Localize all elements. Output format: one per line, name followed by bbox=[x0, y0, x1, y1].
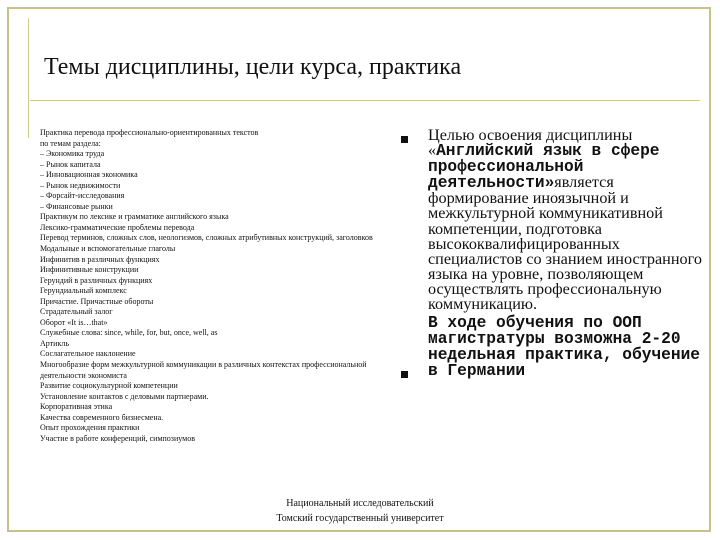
slide-title: Темы дисциплины, цели курса, практика bbox=[44, 54, 462, 80]
topic-line: Перевод терминов, сложных слов, неологизмов, сложных атрибутивных конструкций, заголовков bbox=[40, 233, 373, 243]
topics-list bbox=[40, 128, 385, 444]
goal-text-start: Целью освоения дисциплины « bbox=[428, 126, 633, 160]
topic-line: Многообразие форм межкультурной коммуникации в различных контекстах профессиональной деятельности экономиста bbox=[40, 360, 367, 380]
topic-line: Артикль bbox=[40, 338, 69, 348]
topic-line: Герундий в различных функциях bbox=[40, 275, 153, 285]
topic-line: Развитие социокультурной компетенции bbox=[40, 381, 178, 391]
topic-line: Оборот «It is…that» bbox=[40, 317, 108, 327]
topic-line: Служебные слова: since, while, for, but, once, well, as bbox=[40, 328, 218, 338]
topic-line: по темам раздела: bbox=[40, 138, 101, 148]
goal-text-end: является формирование иноязычной и межкультурной коммуникативной компетенции, подготовка высококвалифицированных специалистов со знанием иностранного языка на уровне, позволяющем осуществлять профессиональную коммуникацию. bbox=[428, 173, 702, 314]
title-rule bbox=[30, 100, 700, 101]
footer-line-1: Национальный исследовательский bbox=[286, 498, 434, 509]
practice-paragraph bbox=[428, 315, 710, 379]
topic-line: – Экономика труда bbox=[40, 149, 105, 159]
topic-line: Причастие. Причастные обороты bbox=[40, 296, 154, 306]
topic-line: – Инновационная экономика bbox=[40, 170, 138, 180]
topic-line: Герундиальный комплекс bbox=[40, 286, 127, 296]
title-vertical-rule bbox=[28, 18, 29, 138]
topic-line: Инфинитивные конструкции bbox=[40, 265, 139, 275]
topic-line: – Рынок недвижимости bbox=[40, 180, 121, 190]
discipline-name: Английский язык в сфере профессиональной деятельности» bbox=[428, 142, 660, 193]
topic-line: Установление контактов с деловыми партнерами. bbox=[40, 391, 209, 401]
topic-line: Лексико-грамматические проблемы перевода bbox=[40, 222, 195, 232]
topic-line: – Форсайт-исследования bbox=[40, 191, 125, 201]
topic-line: Модальные и вспомогательные глаголы bbox=[40, 244, 176, 254]
topic-line: – Финансовые рынки bbox=[40, 201, 113, 211]
topic-line: Инфинитив в различных функциях bbox=[40, 254, 160, 264]
topic-line: Сослагательное наклонение bbox=[40, 349, 136, 359]
topic-line: – Рынок капитала bbox=[40, 159, 101, 169]
topic-line: Практика перевода профессионально-ориентированных текстов bbox=[40, 128, 259, 137]
topic-line: Практикум по лексике и грамматике английского языка bbox=[40, 212, 229, 222]
footer-line-2: Томский государственный университет bbox=[276, 513, 444, 524]
topic-line: Страдательный залог bbox=[40, 307, 113, 317]
bullet-square-icon bbox=[401, 371, 408, 378]
course-goals bbox=[428, 128, 710, 383]
topic-line: Качества современного бизнесмена. bbox=[40, 412, 164, 422]
bullet-square-icon bbox=[401, 136, 408, 143]
topic-line: Опыт прохождения практики bbox=[40, 423, 140, 433]
university-footer bbox=[0, 496, 720, 526]
goal-paragraph bbox=[428, 128, 710, 312]
practice-text: В ходе обучения по ООП магистратуры возможна 2-20 недельная практика, обучение в Германии bbox=[428, 314, 700, 381]
topic-line: Участие в работе конференций, симпозиумов bbox=[40, 433, 195, 443]
topic-line: Корпоративная этика bbox=[40, 402, 113, 412]
